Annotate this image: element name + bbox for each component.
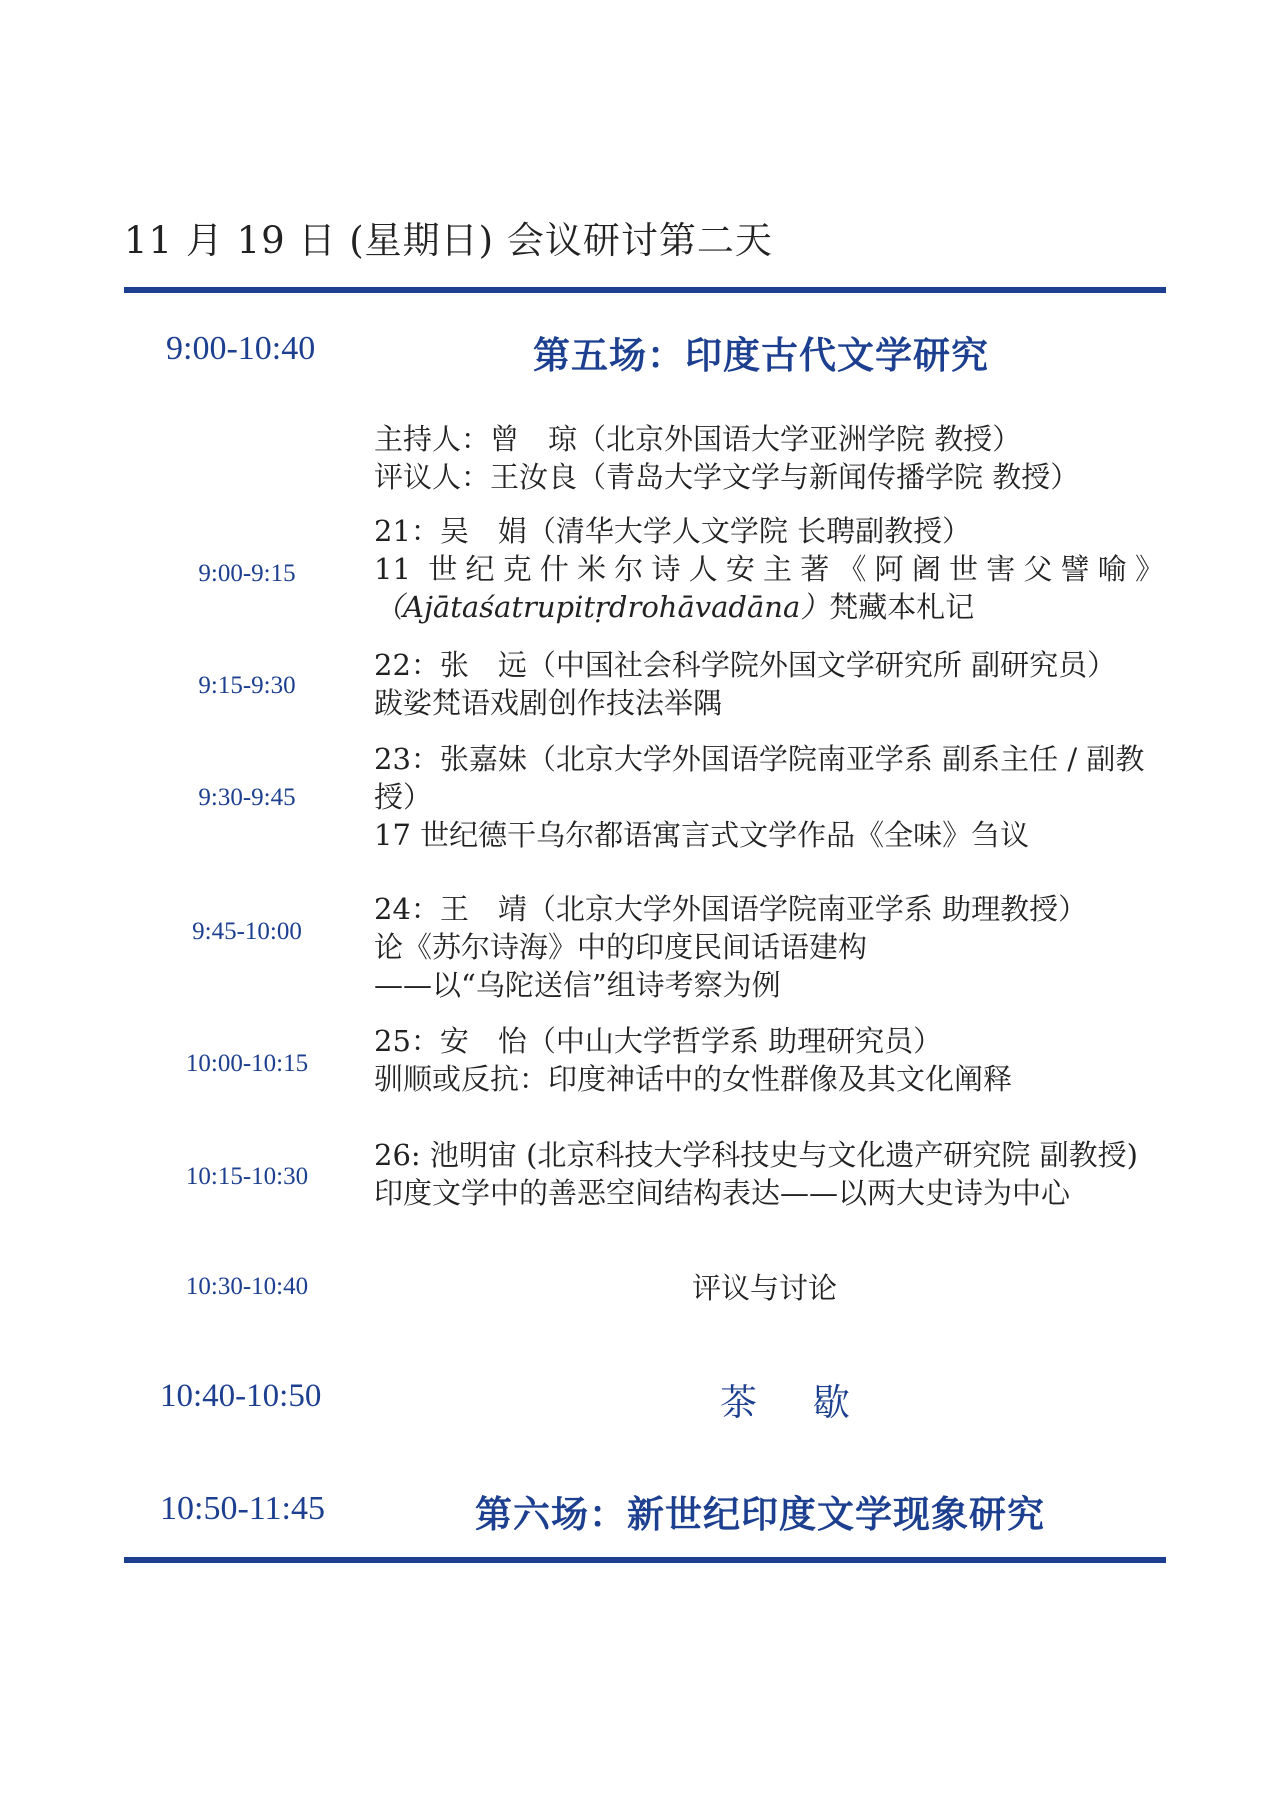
session5-chair: 主持人：曾 琼（北京外国语大学亚洲学院 教授）: [374, 422, 1022, 456]
session6-title: 第六场：新世纪印度文学现象研究: [475, 1492, 1045, 1536]
session5-moderators: [374, 420, 1079, 496]
talk-22-title: 跋娑梵语戏剧创作技法举隅: [374, 686, 723, 720]
talk-24-time: 9:45-10:00: [192, 918, 302, 945]
talk-21-speaker: 21：吴 娟（清华大学人文学院 长聘副教授）: [374, 514, 972, 548]
session5-commentator: 评议人：王汝良（青岛大学文学与新闻传播学院 教授）: [374, 460, 1080, 494]
talk-22-time: 9:15-9:30: [198, 672, 296, 699]
talk-22: [374, 646, 1116, 722]
talk-25: [374, 1022, 1012, 1098]
talk-26: [374, 1136, 1138, 1212]
discussion-time: 10:30-10:40: [185, 1273, 309, 1300]
talk-23: [374, 740, 1144, 854]
talk-21-sanskrit-title: （Ajātaśatrupitṛdrohāvadāna）: [374, 590, 830, 624]
talk-24-title-line1: 论《苏尔诗海》中的印度民间话语建构: [374, 930, 868, 964]
talk-23-time: 9:30-9:45: [198, 784, 296, 811]
session6-time: 10:50-11:45: [160, 1490, 325, 1527]
session5-time: 9:00-10:40: [166, 330, 316, 367]
top-divider: [124, 287, 1166, 293]
talk-26-title: 印度文学中的善恶空间结构表达——以两大史诗为中心: [374, 1176, 1071, 1210]
talk-21-title-line1: 11 世纪克什米尔诗人安主著《阿阇世害父譬喻》: [374, 552, 1164, 586]
session5-title: 第五场：印度古代文学研究: [533, 333, 989, 377]
bottom-divider: [124, 1557, 1166, 1563]
talk-25-time: 10:00-10:15: [185, 1050, 309, 1077]
talk-24: [374, 890, 1087, 1004]
day-title: 11 月 19 日 (星期日) 会议研讨第二天: [124, 219, 773, 262]
talk-25-speaker: 25：安 怡（中山大学哲学系 助理研究员）: [374, 1024, 943, 1058]
talk-24-speaker: 24：王 靖（北京大学外国语学院南亚学系 助理教授）: [374, 892, 1088, 926]
talk-24-title-line2: ——以“乌陀送信”组诗考察为例: [374, 968, 781, 1002]
talk-26-speaker: 26: 池明宙 (北京科技大学科技史与文化遗产研究院 副教授): [374, 1138, 1138, 1172]
talk-25-title: 驯顺或反抗：印度神话中的女性群像及其文化阐释: [374, 1062, 1013, 1096]
talk-23-speaker: 23：张嘉妹（北京大学外国语学院南亚学系 副系主任 / 副教: [374, 742, 1145, 776]
talk-23-title: 17 世纪德干乌尔都语寓言式文学作品《全味》刍议: [374, 818, 1030, 852]
discussion-label: 评议与讨论: [692, 1271, 838, 1305]
tea-break-label: 茶 歇: [720, 1381, 872, 1424]
talk-21-title-line2: [374, 588, 1164, 626]
talk-26-time: 10:15-10:30: [185, 1163, 309, 1190]
tea-break-time: 10:40-10:50: [160, 1378, 322, 1414]
talk-23-speaker-cont: 授）: [374, 780, 433, 814]
talk-21: [374, 512, 1164, 626]
talk-21-time: 9:00-9:15: [198, 560, 296, 587]
talk-21-title-rest: 梵藏本札记: [829, 590, 975, 624]
talk-22-speaker: 22：张 远（中国社会科学院外国文学研究所 副研究员）: [374, 648, 1117, 682]
